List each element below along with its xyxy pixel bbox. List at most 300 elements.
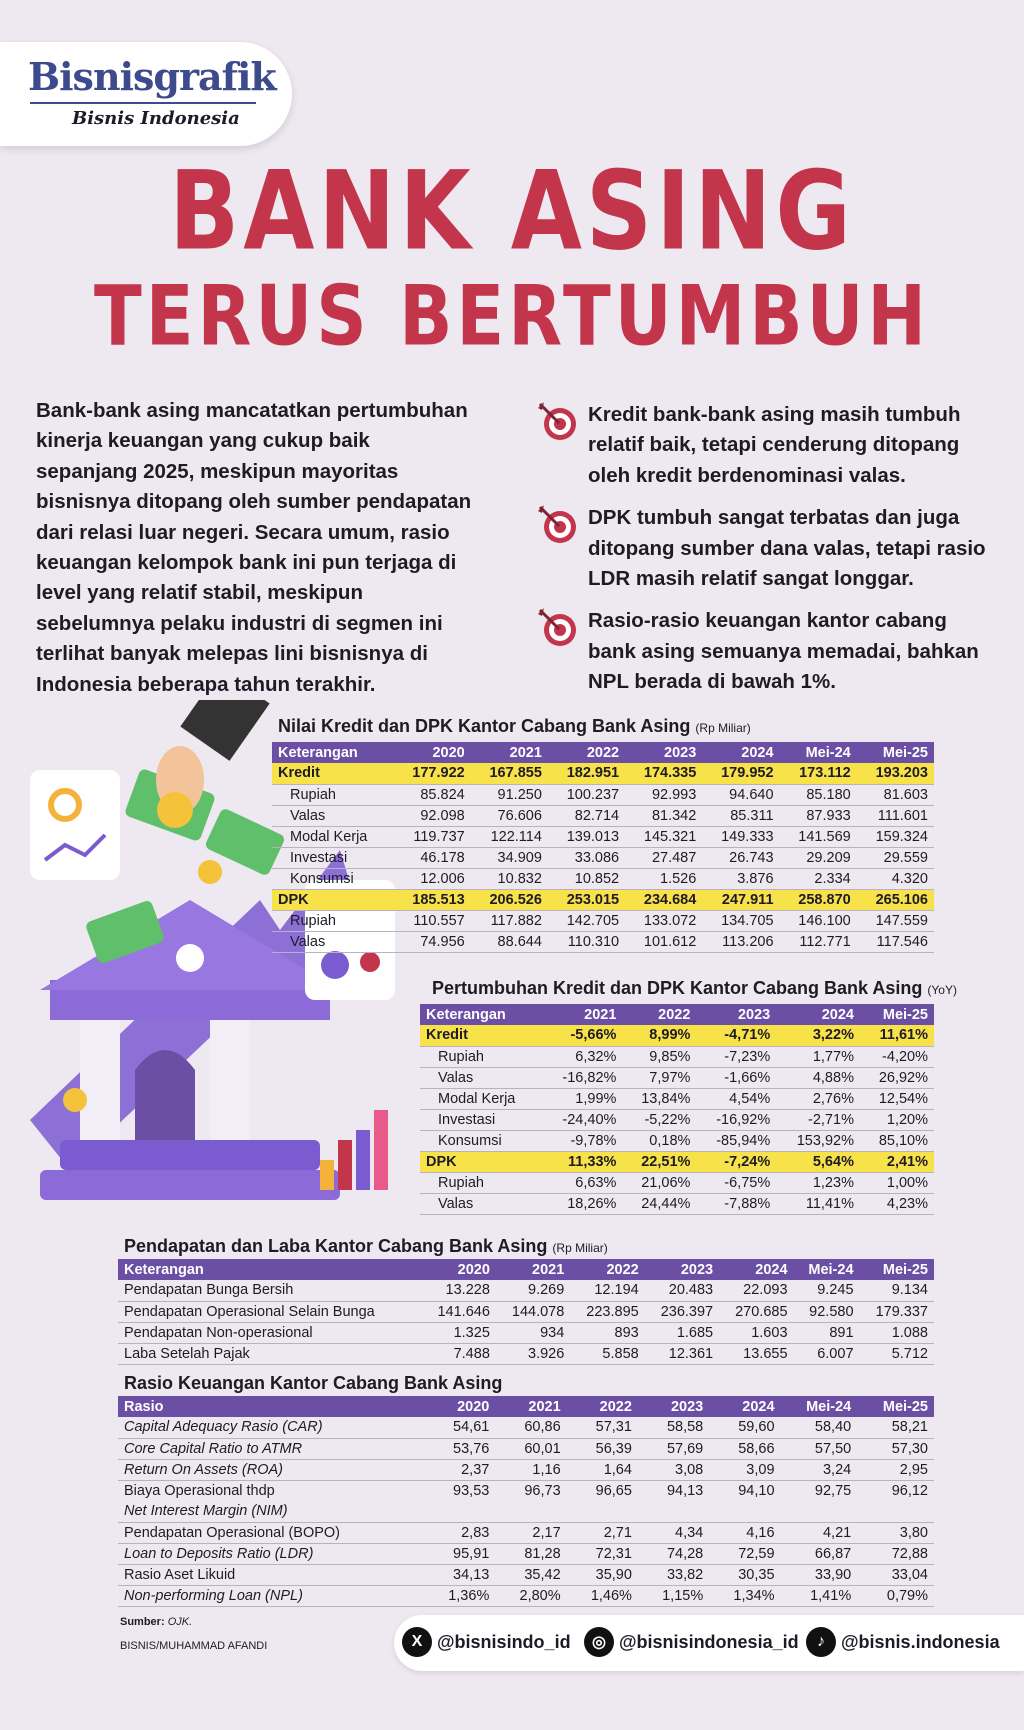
- table-cell: 60,86: [495, 1417, 566, 1438]
- table-row: [420, 1193, 934, 1214]
- key-point-text: DPK tumbuh sangat terbatas dan juga ditopang sumber dana valas, tetapi rasio LDR masih relatif sangat longgar.: [588, 506, 986, 591]
- header-cell: 2024: [702, 742, 779, 763]
- table-cell: -85,94%: [696, 1130, 776, 1151]
- table-cell: Valas: [420, 1067, 543, 1088]
- table-cell: -4,20%: [860, 1046, 934, 1067]
- table-cell: 2,37: [424, 1459, 495, 1480]
- income-table: [118, 1259, 934, 1365]
- table-cell: 1.526: [625, 868, 702, 889]
- table-cell: 92.580: [794, 1301, 860, 1322]
- table-cell: 6,63%: [543, 1172, 623, 1193]
- table-cell: 110.310: [548, 931, 625, 952]
- table-row: [272, 910, 934, 931]
- headline-line1: BANK ASING: [169, 148, 855, 275]
- table-cell: 258.870: [780, 889, 857, 910]
- table3-title: Pendapatan dan Laba Kantor Cabang Bank Asing (Rp Miliar): [124, 1236, 608, 1256]
- table-cell: 4.320: [857, 868, 934, 889]
- table-cell: 223.895: [570, 1301, 644, 1322]
- header-cell: 2023: [625, 742, 702, 763]
- table-cell: [638, 1501, 709, 1522]
- table-cell: 10.852: [548, 868, 625, 889]
- table-cell: -5,66%: [543, 1025, 623, 1046]
- table-row: [420, 1046, 934, 1067]
- table-cell: 9.245: [794, 1280, 860, 1301]
- table-row: [420, 1151, 934, 1172]
- tiktok-icon: ♪: [806, 1627, 836, 1657]
- table-cell: 94,13: [666, 1482, 704, 1499]
- table-cell: 182.951: [548, 763, 625, 784]
- table-cell: DPK: [272, 889, 394, 910]
- table-row: [118, 1522, 934, 1543]
- header-cell: 2023: [696, 1004, 776, 1025]
- brand-logo: [0, 42, 292, 146]
- table-cell: 92,75: [814, 1482, 852, 1499]
- table-cell: 2,71: [567, 1522, 638, 1543]
- table-header: [272, 742, 934, 763]
- ratio-table: [118, 1396, 934, 1607]
- table-cell: 2,41%: [860, 1151, 934, 1172]
- table-cell: Pendapatan Operasional Selain Bunga: [118, 1301, 421, 1322]
- table-row: [272, 847, 934, 868]
- table-cell: 33.086: [548, 847, 625, 868]
- header-cell: Keterangan: [118, 1259, 421, 1280]
- table-cell: -7,88%: [696, 1193, 776, 1214]
- table-cell: 1,36%: [424, 1585, 495, 1606]
- table-cell: 57,69: [638, 1438, 709, 1459]
- table-cell: 5,64%: [776, 1151, 860, 1172]
- table-row: [420, 1172, 934, 1193]
- table-cell: 1,23%: [776, 1172, 860, 1193]
- header-cell: Mei-25: [860, 1259, 934, 1280]
- table-cell: 33,04: [857, 1564, 934, 1585]
- table-cell: 159.324: [857, 826, 934, 847]
- header-cell: 2024: [709, 1396, 780, 1417]
- table-cell: 29.559: [857, 847, 934, 868]
- table-row: [272, 889, 934, 910]
- table-cell: 6.007: [794, 1343, 860, 1364]
- table-cell: 3,08: [638, 1459, 709, 1480]
- table-row: [272, 784, 934, 805]
- table-cell: Rasio Aset Likuid: [118, 1564, 424, 1585]
- table-cell: 13.228: [421, 1280, 495, 1301]
- table-row: [118, 1301, 934, 1322]
- table-cell: Loan to Deposits Ratio (LDR): [118, 1543, 424, 1564]
- table-cell: Rupiah: [420, 1172, 543, 1193]
- key-point-text: Rasio-rasio keuangan kantor cabang bank asing semuanya memadai, bahkan NPL berada di bawah 1%.: [588, 609, 979, 694]
- growth-table: [420, 1004, 934, 1215]
- table-cell: 3.876: [702, 868, 779, 889]
- table-cell: DPK: [420, 1151, 543, 1172]
- table-cell: 94,10: [738, 1482, 775, 1499]
- table-cell: 9,85%: [622, 1046, 696, 1067]
- table-cell: 27.487: [625, 847, 702, 868]
- table-cell: 96,73: [524, 1482, 561, 1499]
- header-cell: 2021: [496, 1259, 570, 1280]
- table-cell: 88.644: [471, 931, 548, 952]
- table-cell: 12,54%: [860, 1088, 934, 1109]
- target-icon: [538, 505, 578, 545]
- table-cell: 112.771: [780, 931, 857, 952]
- table-row: [272, 805, 934, 826]
- table-cell: 2,95: [857, 1459, 934, 1480]
- table-row: [420, 1109, 934, 1130]
- table-cell: 92.993: [625, 784, 702, 805]
- table-cell: 33,82: [638, 1564, 709, 1585]
- table-cell: 72,88: [857, 1543, 934, 1564]
- credit: BISNIS/MUHAMMAD AFANDI: [120, 1640, 268, 1652]
- table-cell: 60,01: [495, 1438, 566, 1459]
- table-cell: 74.956: [394, 931, 471, 952]
- table-cell: 82.714: [548, 805, 625, 826]
- header-cell: 2023: [645, 1259, 719, 1280]
- table-cell: 59,60: [709, 1417, 780, 1438]
- table-cell: 142.705: [548, 910, 625, 931]
- header-cell: Rasio: [118, 1396, 424, 1417]
- table-cell: 253.015: [548, 889, 625, 910]
- table-cell: 96,12: [891, 1482, 928, 1499]
- header-cell: Keterangan: [420, 1004, 543, 1025]
- table-cell: 101.612: [625, 931, 702, 952]
- table-cell: 46.178: [394, 847, 471, 868]
- table-cell: Rupiah: [420, 1046, 543, 1067]
- table-cell: 179.337: [860, 1301, 934, 1322]
- table-cell: Kredit: [420, 1025, 543, 1046]
- table-cell: 85.824: [394, 784, 471, 805]
- table-cell: Rupiah: [272, 910, 394, 931]
- table-cell: -2,71%: [776, 1109, 860, 1130]
- table-cell: 7,97%: [622, 1067, 696, 1088]
- table-cell: 4,16: [709, 1522, 780, 1543]
- table-cell: 4,34: [638, 1522, 709, 1543]
- header-cell: 2020: [424, 1396, 495, 1417]
- table-cell: 12.361: [645, 1343, 719, 1364]
- table-row: [118, 1585, 934, 1606]
- intro-paragraph: Bank-bank asing mancatatkan pertumbuhan kinerja keuangan yang cukup baik sepanjang 2025, meskipun mayoritas bisnisnya ditopang oleh sumber pendapatan dari relasi luar negeri. Secara umum, rasio keuangan kelompok bank ini pun terjaga di level yang relatif stabil, meskipun sebelumnya pelaku industri di segmen ini terlihat banyak melepas lini bisnisnya di Indonesia beberapa tahun terakhir.: [36, 399, 472, 696]
- header-cell: Mei-24: [780, 742, 857, 763]
- table-cell: 5.712: [860, 1343, 934, 1364]
- table-cell: 58,40: [781, 1417, 858, 1438]
- header-cell: 2021: [495, 1396, 566, 1417]
- table-cell: Valas: [272, 805, 394, 826]
- header-cell: 2020: [394, 742, 471, 763]
- table-cell: 1,64: [567, 1459, 638, 1480]
- table-cell: Pendapatan Operasional (BOPO): [118, 1522, 424, 1543]
- table-cell: [709, 1501, 780, 1522]
- table-cell: 5.858: [570, 1343, 644, 1364]
- table-row: [118, 1564, 934, 1585]
- table-cell: 234.684: [625, 889, 702, 910]
- table-row: [272, 931, 934, 952]
- header-cell: 2022: [567, 1396, 638, 1417]
- header-cell: Mei-25: [860, 1004, 934, 1025]
- table-cell: 11,61%: [860, 1025, 934, 1046]
- target-icon: [538, 608, 578, 648]
- table-cell: [495, 1501, 566, 1522]
- table-cell: -9,78%: [543, 1130, 623, 1151]
- header-cell: Mei-25: [857, 1396, 934, 1417]
- table-cell: 1,34%: [709, 1585, 780, 1606]
- header-cell: Mei-24: [794, 1259, 860, 1280]
- table-cell: 2,80%: [495, 1585, 566, 1606]
- x-icon: X: [402, 1627, 432, 1657]
- table-cell: 85,10%: [860, 1130, 934, 1151]
- table-cell: 13,84%: [622, 1088, 696, 1109]
- table-cell: 3,24: [781, 1459, 858, 1480]
- brand-divider: [30, 102, 256, 104]
- table-cell: 2.334: [780, 868, 857, 889]
- table-cell: 100.237: [548, 784, 625, 805]
- table-cell: 11,33%: [543, 1151, 623, 1172]
- table-cell: 3.926: [496, 1343, 570, 1364]
- table-cell: 58,58: [638, 1417, 709, 1438]
- table-cell: 1.603: [719, 1322, 793, 1343]
- table-cell: -1,66%: [696, 1067, 776, 1088]
- table-cell: 2,83: [424, 1522, 495, 1543]
- table-cell: 1,20%: [860, 1109, 934, 1130]
- table-cell: 4,21: [781, 1522, 858, 1543]
- table-cell: 34,13: [424, 1564, 495, 1585]
- table-cell: 173.112: [780, 763, 857, 784]
- table-row: [420, 1067, 934, 1088]
- table-row: [118, 1280, 934, 1301]
- source: Sumber: OJK.: [120, 1616, 193, 1628]
- table-cell: 11,41%: [776, 1193, 860, 1214]
- table2-title: Pertumbuhan Kredit dan DPK Kantor Cabang Bank Asing (YoY): [432, 978, 957, 998]
- table-cell: 177.922: [394, 763, 471, 784]
- table-cell: 85.180: [780, 784, 857, 805]
- table-row: [272, 763, 934, 784]
- brand-name: Bisnisgrafik: [28, 54, 276, 99]
- table-cell: 3,09: [709, 1459, 780, 1480]
- table-cell: 9.269: [496, 1280, 570, 1301]
- table-cell: Kredit: [272, 763, 394, 784]
- table-cell: 0,18%: [622, 1130, 696, 1151]
- table-cell: 92.098: [394, 805, 471, 826]
- table-cell: 4,23%: [860, 1193, 934, 1214]
- brand-sub: Bisnis Indonesia: [72, 108, 240, 129]
- table-cell: 12.194: [570, 1280, 644, 1301]
- table-cell: 30,35: [709, 1564, 780, 1585]
- table-cell: 57,30: [857, 1438, 934, 1459]
- table-cell: 81.342: [625, 805, 702, 826]
- header-cell: 2022: [570, 1259, 644, 1280]
- table-cell: 85.311: [702, 805, 779, 826]
- table-cell: 270.685: [719, 1301, 793, 1322]
- table-cell: Non-performing Loan (NPL): [118, 1585, 424, 1606]
- key-point: [530, 503, 1000, 594]
- headline-line2: TERUS BERTUMBUH: [93, 267, 931, 365]
- table-cell: 12.006: [394, 868, 471, 889]
- table-cell: 57,50: [781, 1438, 858, 1459]
- table-cell: [857, 1501, 934, 1522]
- header-cell: 2024: [719, 1259, 793, 1280]
- table-cell: 8,99%: [622, 1025, 696, 1046]
- header-cell: 2021: [471, 742, 548, 763]
- table-cell: 117.546: [857, 931, 934, 952]
- table-cell: 95,91: [424, 1543, 495, 1564]
- table-cell: 1,99%: [543, 1088, 623, 1109]
- table-cell: 193.203: [857, 763, 934, 784]
- table-cell: 893: [570, 1322, 644, 1343]
- table-cell: [424, 1501, 495, 1522]
- table-row: [118, 1417, 934, 1438]
- table-cell: Pendapatan Non-operasional: [118, 1322, 421, 1343]
- table-cell: 1,16: [495, 1459, 566, 1480]
- table-cell: 174.335: [625, 763, 702, 784]
- table-cell: 2,76%: [776, 1088, 860, 1109]
- table-cell: 1.685: [645, 1322, 719, 1343]
- key-point: [530, 400, 1000, 491]
- table-cell: Valas: [272, 931, 394, 952]
- table-cell: 134.705: [702, 910, 779, 931]
- table-cell: 6,32%: [543, 1046, 623, 1067]
- table-row: [420, 1025, 934, 1046]
- table-cell: 206.526: [471, 889, 548, 910]
- key-point: [530, 606, 1000, 697]
- table-row: [118, 1343, 934, 1364]
- table-cell: 58,66: [709, 1438, 780, 1459]
- table-row: [420, 1130, 934, 1151]
- header-cell: Keterangan: [272, 742, 394, 763]
- header-cell: 2020: [421, 1259, 495, 1280]
- table-cell: 141.569: [780, 826, 857, 847]
- table-cell: 1,46%: [567, 1585, 638, 1606]
- table-row: [118, 1480, 934, 1501]
- table-cell: 7.488: [421, 1343, 495, 1364]
- table-cell: 1,77%: [776, 1046, 860, 1067]
- table-row: [272, 868, 934, 889]
- table-cell: 35,90: [567, 1564, 638, 1585]
- table-cell: Konsumsi: [420, 1130, 543, 1151]
- header-cell: 2023: [638, 1396, 709, 1417]
- table-cell: -6,75%: [696, 1172, 776, 1193]
- table-cell: Laba Setelah Pajak: [118, 1343, 421, 1364]
- table-cell: 1.325: [421, 1322, 495, 1343]
- table-cell: 149.333: [702, 826, 779, 847]
- table-cell: 119.737: [394, 826, 471, 847]
- table-cell: Core Capital Ratio to ATMR: [118, 1438, 424, 1459]
- table-cell: 56,39: [567, 1438, 638, 1459]
- header-cell: 2024: [776, 1004, 860, 1025]
- table-cell: 81.603: [857, 784, 934, 805]
- table-cell: 4,88%: [776, 1067, 860, 1088]
- table-cell: 34.909: [471, 847, 548, 868]
- table-cell: -16,92%: [696, 1109, 776, 1130]
- table-cell: 66,87: [781, 1543, 858, 1564]
- table-cell: [567, 1501, 638, 1522]
- table-cell: 3,80: [857, 1522, 934, 1543]
- table-header: [118, 1259, 934, 1280]
- target-icon: [538, 402, 578, 442]
- table-cell: 76.606: [471, 805, 548, 826]
- table-cell: Valas: [420, 1193, 543, 1214]
- table-cell: 247.911: [702, 889, 779, 910]
- table-cell: 33,90: [781, 1564, 858, 1585]
- table-cell: 57,31: [567, 1417, 638, 1438]
- social-bar: [394, 1615, 1024, 1671]
- table-cell: Biaya Operasional thdp: [124, 1482, 275, 1499]
- table-cell: 1,00%: [860, 1172, 934, 1193]
- table-cell: 81,28: [495, 1543, 566, 1564]
- table-cell: -7,23%: [696, 1046, 776, 1067]
- header-cell: Mei-25: [857, 742, 934, 763]
- table-cell: 22.093: [719, 1280, 793, 1301]
- table-row: [118, 1459, 934, 1480]
- table-row: [272, 826, 934, 847]
- table-cell: 72,31: [567, 1543, 638, 1564]
- table-cell: -16,82%: [543, 1067, 623, 1088]
- social-tiktok[interactable]: ♪ @bisnis.indonesia: [806, 1627, 1000, 1657]
- table-cell: 53,76: [424, 1438, 495, 1459]
- table1-title: Nilai Kredit dan DPK Kantor Cabang Bank Asing (Rp Miliar): [278, 716, 751, 736]
- table-cell: 74,28: [638, 1543, 709, 1564]
- table-cell: 35,42: [495, 1564, 566, 1585]
- table-row: [420, 1088, 934, 1109]
- table-cell: Konsumsi: [272, 868, 394, 889]
- table-cell: 94.640: [702, 784, 779, 805]
- key-point-text: Kredit bank-bank asing masih tumbuh relatif baik, tetapi cenderung ditopang oleh kredit berdenominasi valas.: [588, 403, 961, 487]
- table-cell: 3,22%: [776, 1025, 860, 1046]
- table-cell: 111.601: [857, 805, 934, 826]
- table-cell: Investasi: [420, 1109, 543, 1130]
- table-cell: Pendapatan Bunga Bersih: [118, 1280, 421, 1301]
- table-cell: Net Interest Margin (NIM): [118, 1501, 424, 1522]
- social-instagram[interactable]: ◎ @bisnisindonesia_id: [584, 1627, 799, 1657]
- table-cell: 21,06%: [622, 1172, 696, 1193]
- table-cell: 13.655: [719, 1343, 793, 1364]
- header-cell: Mei-24: [781, 1396, 858, 1417]
- table-cell: 9.134: [860, 1280, 934, 1301]
- credit-dpk-table: [272, 742, 934, 953]
- table-cell: Return On Assets (ROA): [118, 1459, 424, 1480]
- table-cell: 93,53: [453, 1482, 490, 1499]
- social-x[interactable]: X @bisnisindo_id: [402, 1627, 571, 1657]
- table-cell: 141.646: [421, 1301, 495, 1322]
- table-cell: Capital Adequacy Rasio (CAR): [118, 1417, 424, 1438]
- header-cell: 2022: [622, 1004, 696, 1025]
- table-cell: Modal Kerja: [420, 1088, 543, 1109]
- table-cell: 147.559: [857, 910, 934, 931]
- table-cell: 58,21: [857, 1417, 934, 1438]
- table-cell: 145.321: [625, 826, 702, 847]
- table-cell: 2,17: [495, 1522, 566, 1543]
- table-row: [118, 1501, 934, 1522]
- table-cell: 54,61: [424, 1417, 495, 1438]
- table-cell: 122.114: [471, 826, 548, 847]
- table-cell: 22,51%: [622, 1151, 696, 1172]
- table-cell: 265.106: [857, 889, 934, 910]
- table-cell: 1.088: [860, 1322, 934, 1343]
- table-cell: 24,44%: [622, 1193, 696, 1214]
- table-cell: 167.855: [471, 763, 548, 784]
- table-cell: 20.483: [645, 1280, 719, 1301]
- table-cell: Modal Kerja: [272, 826, 394, 847]
- table-cell: 144.078: [496, 1301, 570, 1322]
- table-cell: 4,54%: [696, 1088, 776, 1109]
- table4-title: Rasio Keuangan Kantor Cabang Bank Asing: [124, 1373, 503, 1393]
- table-cell: -5,22%: [622, 1109, 696, 1130]
- table-cell: Rupiah: [272, 784, 394, 805]
- table-cell: 29.209: [780, 847, 857, 868]
- table-cell: 139.013: [548, 826, 625, 847]
- table-cell: 113.206: [702, 931, 779, 952]
- table-cell: 891: [794, 1322, 860, 1343]
- table-cell: 18,26%: [543, 1193, 623, 1214]
- header-cell: 2022: [548, 742, 625, 763]
- table-cell: 10.832: [471, 868, 548, 889]
- table-cell: 179.952: [702, 763, 779, 784]
- table-cell: 185.513: [394, 889, 471, 910]
